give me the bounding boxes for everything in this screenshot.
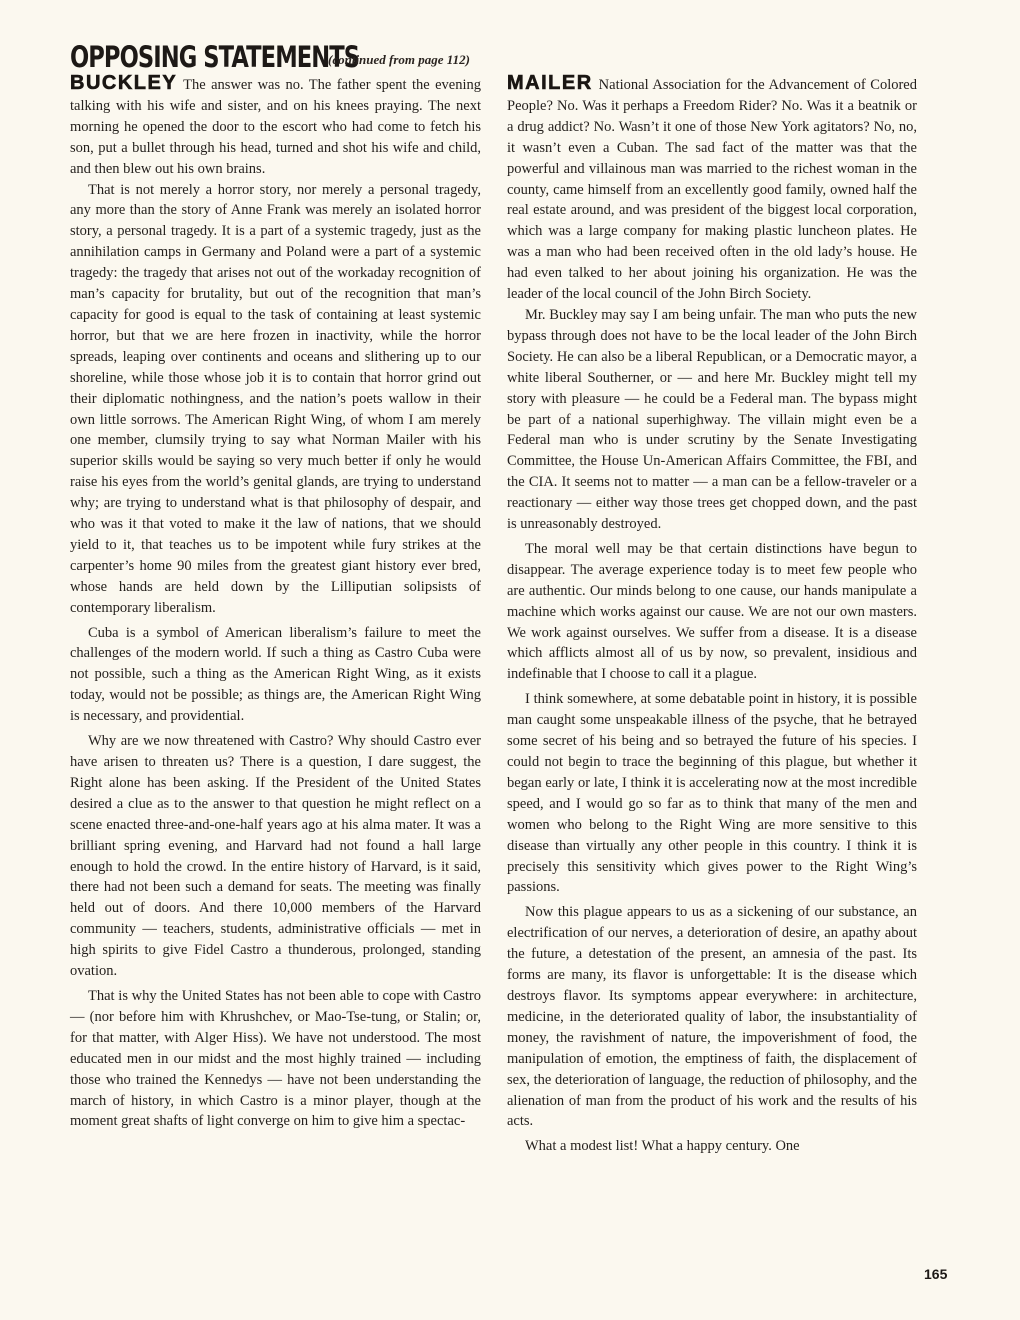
left-paragraph-5: That is why the United States has not been able to cope with Castro — (nor before him with Khrushchev, or Mao-Tse-tung, or Stalin; or, for that matter, with Alger Hiss). We have not understood. The most educated men in our midst and the most highly trained — including those who trained the Kennedys — have not been understanding the march of history, in which Castro is a minor player, though at the moment great shafts of light converge on him to give him a spectac- bbox=[70, 987, 481, 1130]
left-paragraph-1 bbox=[70, 73, 481, 180]
left-paragraph-4: Why are we now threatened with Castro? Why should Castro ever have arisen to threaten us? There is a question, I dare suggest, the Right alone has been asking. If the President of the United States desired a clue as to the answer to that question he might reflect on a scene enacted three-and-one-half years ago at his alma mater. It was a brilliant spring evening, and Harvard had not found a hall large enough to hold the crowd. In the entire history of Harvard, is it said, there had not been such a demand for seats. The meeting was finally held out of doors. And there 10,000 members of the Harvard community — teachers, students, administrative officials — met in high spirits to give Fidel Castro a thunderous, prolonged, standing ovation. bbox=[70, 733, 481, 980]
page-number: 165 bbox=[924, 1266, 948, 1282]
right-paragraph-1 bbox=[507, 73, 917, 305]
right-paragraph-6: What a modest list! What a happy century. One bbox=[525, 1138, 800, 1155]
right-paragraph-3: The moral well may be that certain distinctions have begun to disappear. The average experience today is to meet few people who are authentic. Our minds belong to one cause, our hands manipulate a machine which works against our cause. We are not our own masters. We work against ourselves. We suffer from a disease. It is a disease which afflicts almost all of us by now, so prevalent, insidious and indefinable that I choose to call it a plague. bbox=[507, 540, 917, 683]
speaker-mailer: MAILER bbox=[507, 72, 593, 94]
right-paragraph-4: I think somewhere, at some debatable point in history, it is possible man caught some unspeakable illness of the psyche, that he betrayed some secret of his being and so betrayed the future of his species. I could not begin to trace the beginning of this plague, but whether it began early or late, I think it is accelerating now at the most incredible speed, and I would go so far as to think that many of the men and women who belong to the Right Wing are more sensitive to this disease than virtually any other people in this country. I think it is precisely this sensitivity which gives power to the Right Wing’s passions. bbox=[507, 691, 917, 896]
right-column bbox=[507, 73, 917, 1157]
left-paragraph-3: Cuba is a symbol of American liberalism’s failure to meet the challenges of the modern world. If such a thing as Castro Cuba were not possible, such a thing as the American Right Wing, as it exists today, would not be possible; as things are, the American Right Wing is necessary, and providential. bbox=[70, 624, 481, 725]
paragraph-text: National Association for the Advancement of Colored People? No. Was it perhaps a Freedom Rider? No. Was it a beatnik or a drug addict? No. Wasn’t it one of those New York agitators? No, no, it wasn’t even a Cuban. The sad fact of the matter was that the powerful and villainous man was married to the richest woman in the county, came himself from an excellently good family, owned half the real estate around, and was president of the biggest local corporation, which was a large company for making plastic luncheon plates. He was a man who had been received often in the old lady’s house. He had even talked to her about joining his organization. He was the leader of the local council of the John Birch Society. bbox=[507, 77, 917, 303]
article-title: OPPOSING STATEMENTS bbox=[70, 40, 360, 74]
left-paragraph-2: That is not merely a horror story, nor merely a personal tragedy, any more than the story of Anne Frank was merely an isolated horror story, a personal tragedy. It is a part of a systemic tragedy, just as the annihilation camps in Germany and Poland were a part of a systemic tragedy: the tragedy that arises not out of the workaday recognition of man’s capacity for brutality, but out of the recognition that man’s capacity for good is equal to the task of containing at least systemic horror, but that we are here frozen in inactivity, while the horror spreads, leaping over continents and oceans and slithering up to our shoreline, while those whose job it is to contain that horror grind out their diplomatic nothingness, and the nation’s poets wallow in their own little sorrows. The American Right Wing, of whom I am merely one member, clumsily trying to say what Norman Mailer with his superior skills would be saying so very much better if only he would raise his eyes from the world’s genital glands, are trying to understand why; are trying to understand what is that philosophy of despair, and who was it that voted to make it the law of nations, that we should yield to it, that teaches us to be impotent while fury strikes at the carpenter’s home 90 miles from the greatest giant history ever bred, whose hands are held down by the Lilliputian solipsists of contemporary liberalism. bbox=[70, 181, 481, 616]
continued-note: (continued from page 112) bbox=[328, 52, 470, 67]
left-column bbox=[70, 73, 481, 1132]
speaker-buckley: BUCKLEY bbox=[70, 72, 178, 94]
right-paragraph-5: Now this plague appears to us as a sickening of our substance, an electrification of our nerves, a deterioration of desire, an apathy about the future, a detestation of the present, an amnesia of the past. Its forms are many, its flavor is unforgettable: It is the disease which destroys flavor. Its symptoms appear everywhere: in architecture, medicine, in the deteriorated quality of labor, the insubstantiality of money, the ravishment of nature, the impoverishment of food, the manipulation of emotion, the emptiness of faith, the displacement of sex, the deterioration of language, the reduction of philosophy, and the alienation of man from the product of his work and the results of his acts. bbox=[507, 904, 917, 1130]
paragraph-text: The answer was no. The father spent the evening talking with his wife and sister, and on his knees praying. The next morning he opened the door to the escort who had come to fetch his son, put a bullet through his head, turned and shot his wife and child, and then blew out his own brains. bbox=[70, 77, 481, 177]
right-paragraph-2: Mr. Buckley may say I am being unfair. The man who puts the new bypass through does not have to be the local leader of the John Birch Society. He can also be a liberal Republican, or a Democratic mayor, a white liberal Southerner, or — and here Mr. Buckley might tell my story with pleasure — he could be a Federal man. The bypass might be part of a national superhighway. The villain might even be a Federal man who is under scrutiny by the Senate Investigating Committee, the House Un-American Affairs Committee, the FBI, and the CIA. It seems not to matter — a man can be a fellow-traveler or a reactionary — either way those trees get chopped down, and the past is unreasonably destroyed. bbox=[507, 306, 917, 533]
